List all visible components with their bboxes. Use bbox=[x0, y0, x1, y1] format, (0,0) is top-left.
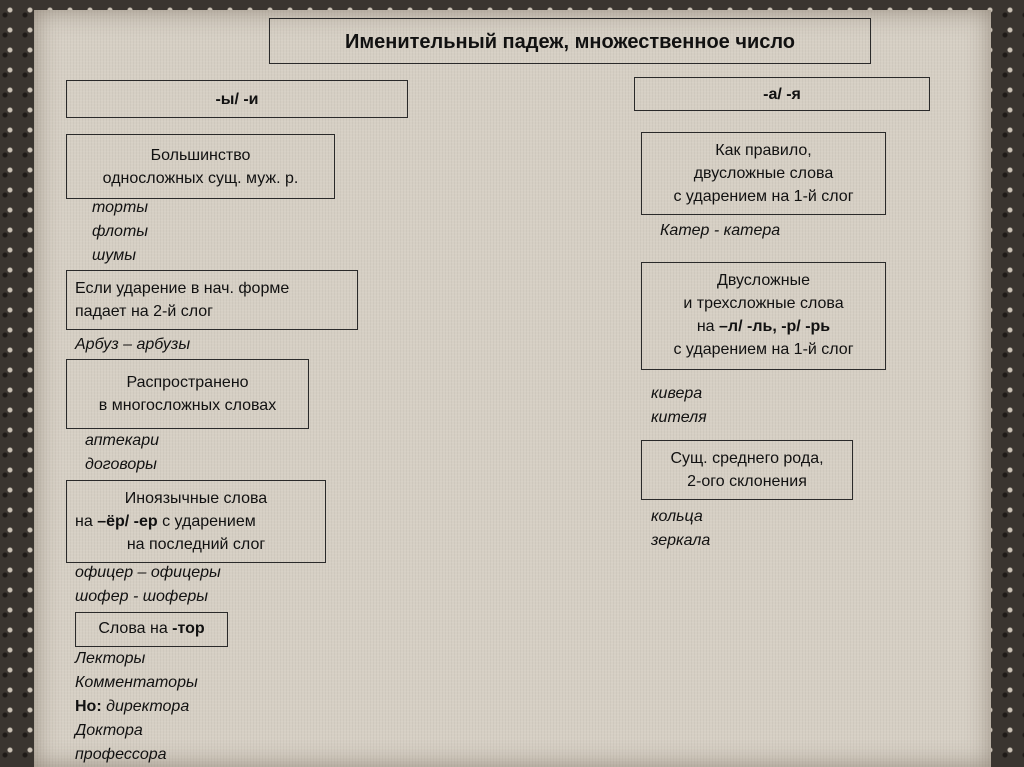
right-rule-1-examples bbox=[660, 219, 780, 243]
ending-highlight: –л/ -ль, -р/ -рь bbox=[719, 318, 831, 335]
left-rule-2-examples bbox=[75, 333, 190, 357]
left-rule-1-line-2: односложных сущ. муж. р. bbox=[102, 170, 299, 187]
example-word: флоты bbox=[92, 223, 149, 240]
left-rule-4-line-2 bbox=[67, 510, 325, 533]
right-rule-2-line-4: с ударением на 1-й слог bbox=[673, 341, 854, 358]
example-word: Комментаторы bbox=[75, 674, 198, 691]
left-rule-4-examples bbox=[75, 561, 221, 609]
left-rule-1-examples bbox=[92, 196, 148, 268]
right-rule-2-examples bbox=[651, 382, 707, 430]
ending-highlight: –ёр/ -ер bbox=[97, 513, 158, 530]
right-rule-1-line-2: двусложные слова bbox=[693, 165, 834, 182]
prefix-text: на bbox=[696, 318, 720, 335]
left-rule-3-line-1: Распространено bbox=[126, 374, 249, 391]
example-word: торты bbox=[92, 199, 149, 216]
example-word: аптекари bbox=[85, 432, 159, 449]
example-word: Катер - катера bbox=[660, 222, 781, 239]
left-rule-4-line-1: Иноязычные слова bbox=[124, 490, 268, 507]
right-rule-1-line-3: с ударением на 1-й слог bbox=[673, 188, 854, 205]
left-rule-5-examples bbox=[75, 647, 198, 767]
example-word: кольца bbox=[651, 508, 703, 525]
title-text: Именительный падеж, множественное число bbox=[344, 31, 796, 53]
right-rule-2-line-1: Двусложные bbox=[717, 272, 810, 289]
prefix-text: на bbox=[75, 513, 98, 530]
right-rule-2-line-2: и трехсложные слова bbox=[683, 295, 844, 312]
left-rule-2-line-1: Если ударение в нач. форме bbox=[75, 280, 290, 297]
left-rule-2-box bbox=[66, 270, 358, 330]
left-rule-4-line-3: на последний слог bbox=[126, 536, 266, 553]
example-word: шофер - шоферы bbox=[75, 588, 209, 605]
example-word: кивера bbox=[651, 385, 703, 402]
right-rule-3-box bbox=[641, 440, 853, 500]
left-header-text: -ы/ -и bbox=[215, 91, 259, 108]
right-rule-1-line-1: Как правило, bbox=[715, 142, 812, 159]
left-rule-2-line-2: падает на 2-й слог bbox=[75, 303, 213, 320]
right-rule-3-line-2: 2-ого склонения bbox=[687, 473, 807, 490]
left-ending-header bbox=[66, 80, 408, 118]
left-rule-5-box bbox=[75, 612, 228, 647]
left-rule-1-line-1: Большинство bbox=[150, 147, 251, 164]
exception-line bbox=[75, 695, 198, 719]
right-rule-3-examples bbox=[651, 505, 710, 553]
right-rule-2-line-3 bbox=[642, 315, 885, 338]
ending-highlight: -тор bbox=[172, 620, 205, 637]
example-word: договоры bbox=[85, 456, 157, 473]
left-rule-3-box bbox=[66, 359, 309, 429]
example-word: шумы bbox=[92, 247, 137, 264]
example-word: Лекторы bbox=[75, 650, 146, 667]
right-rule-3-line-1: Сущ. среднего рода, bbox=[670, 450, 824, 467]
left-rule-3-examples bbox=[85, 429, 159, 477]
left-rule-3-line-2: в многосложных словах bbox=[98, 397, 277, 414]
example-word: директора bbox=[101, 698, 190, 715]
right-header-text: -а/ -я bbox=[763, 86, 801, 103]
prefix-text: Слова на bbox=[98, 620, 173, 637]
example-word: зеркала bbox=[651, 532, 711, 549]
left-rule-1-box bbox=[66, 134, 335, 199]
suffix-text: с ударением bbox=[157, 513, 256, 530]
left-rule-4-box bbox=[66, 480, 326, 563]
slide-title bbox=[269, 18, 871, 64]
example-word: Доктора bbox=[75, 722, 143, 739]
right-rule-1-box bbox=[641, 132, 886, 215]
example-word: кителя bbox=[651, 409, 707, 426]
but-label: Но: bbox=[75, 698, 102, 715]
example-word: Арбуз – арбузы bbox=[75, 336, 191, 353]
example-word: профессора bbox=[75, 746, 167, 763]
example-word: офицер – офицеры bbox=[75, 564, 221, 581]
right-ending-header bbox=[634, 77, 930, 111]
right-rule-2-box bbox=[641, 262, 886, 370]
